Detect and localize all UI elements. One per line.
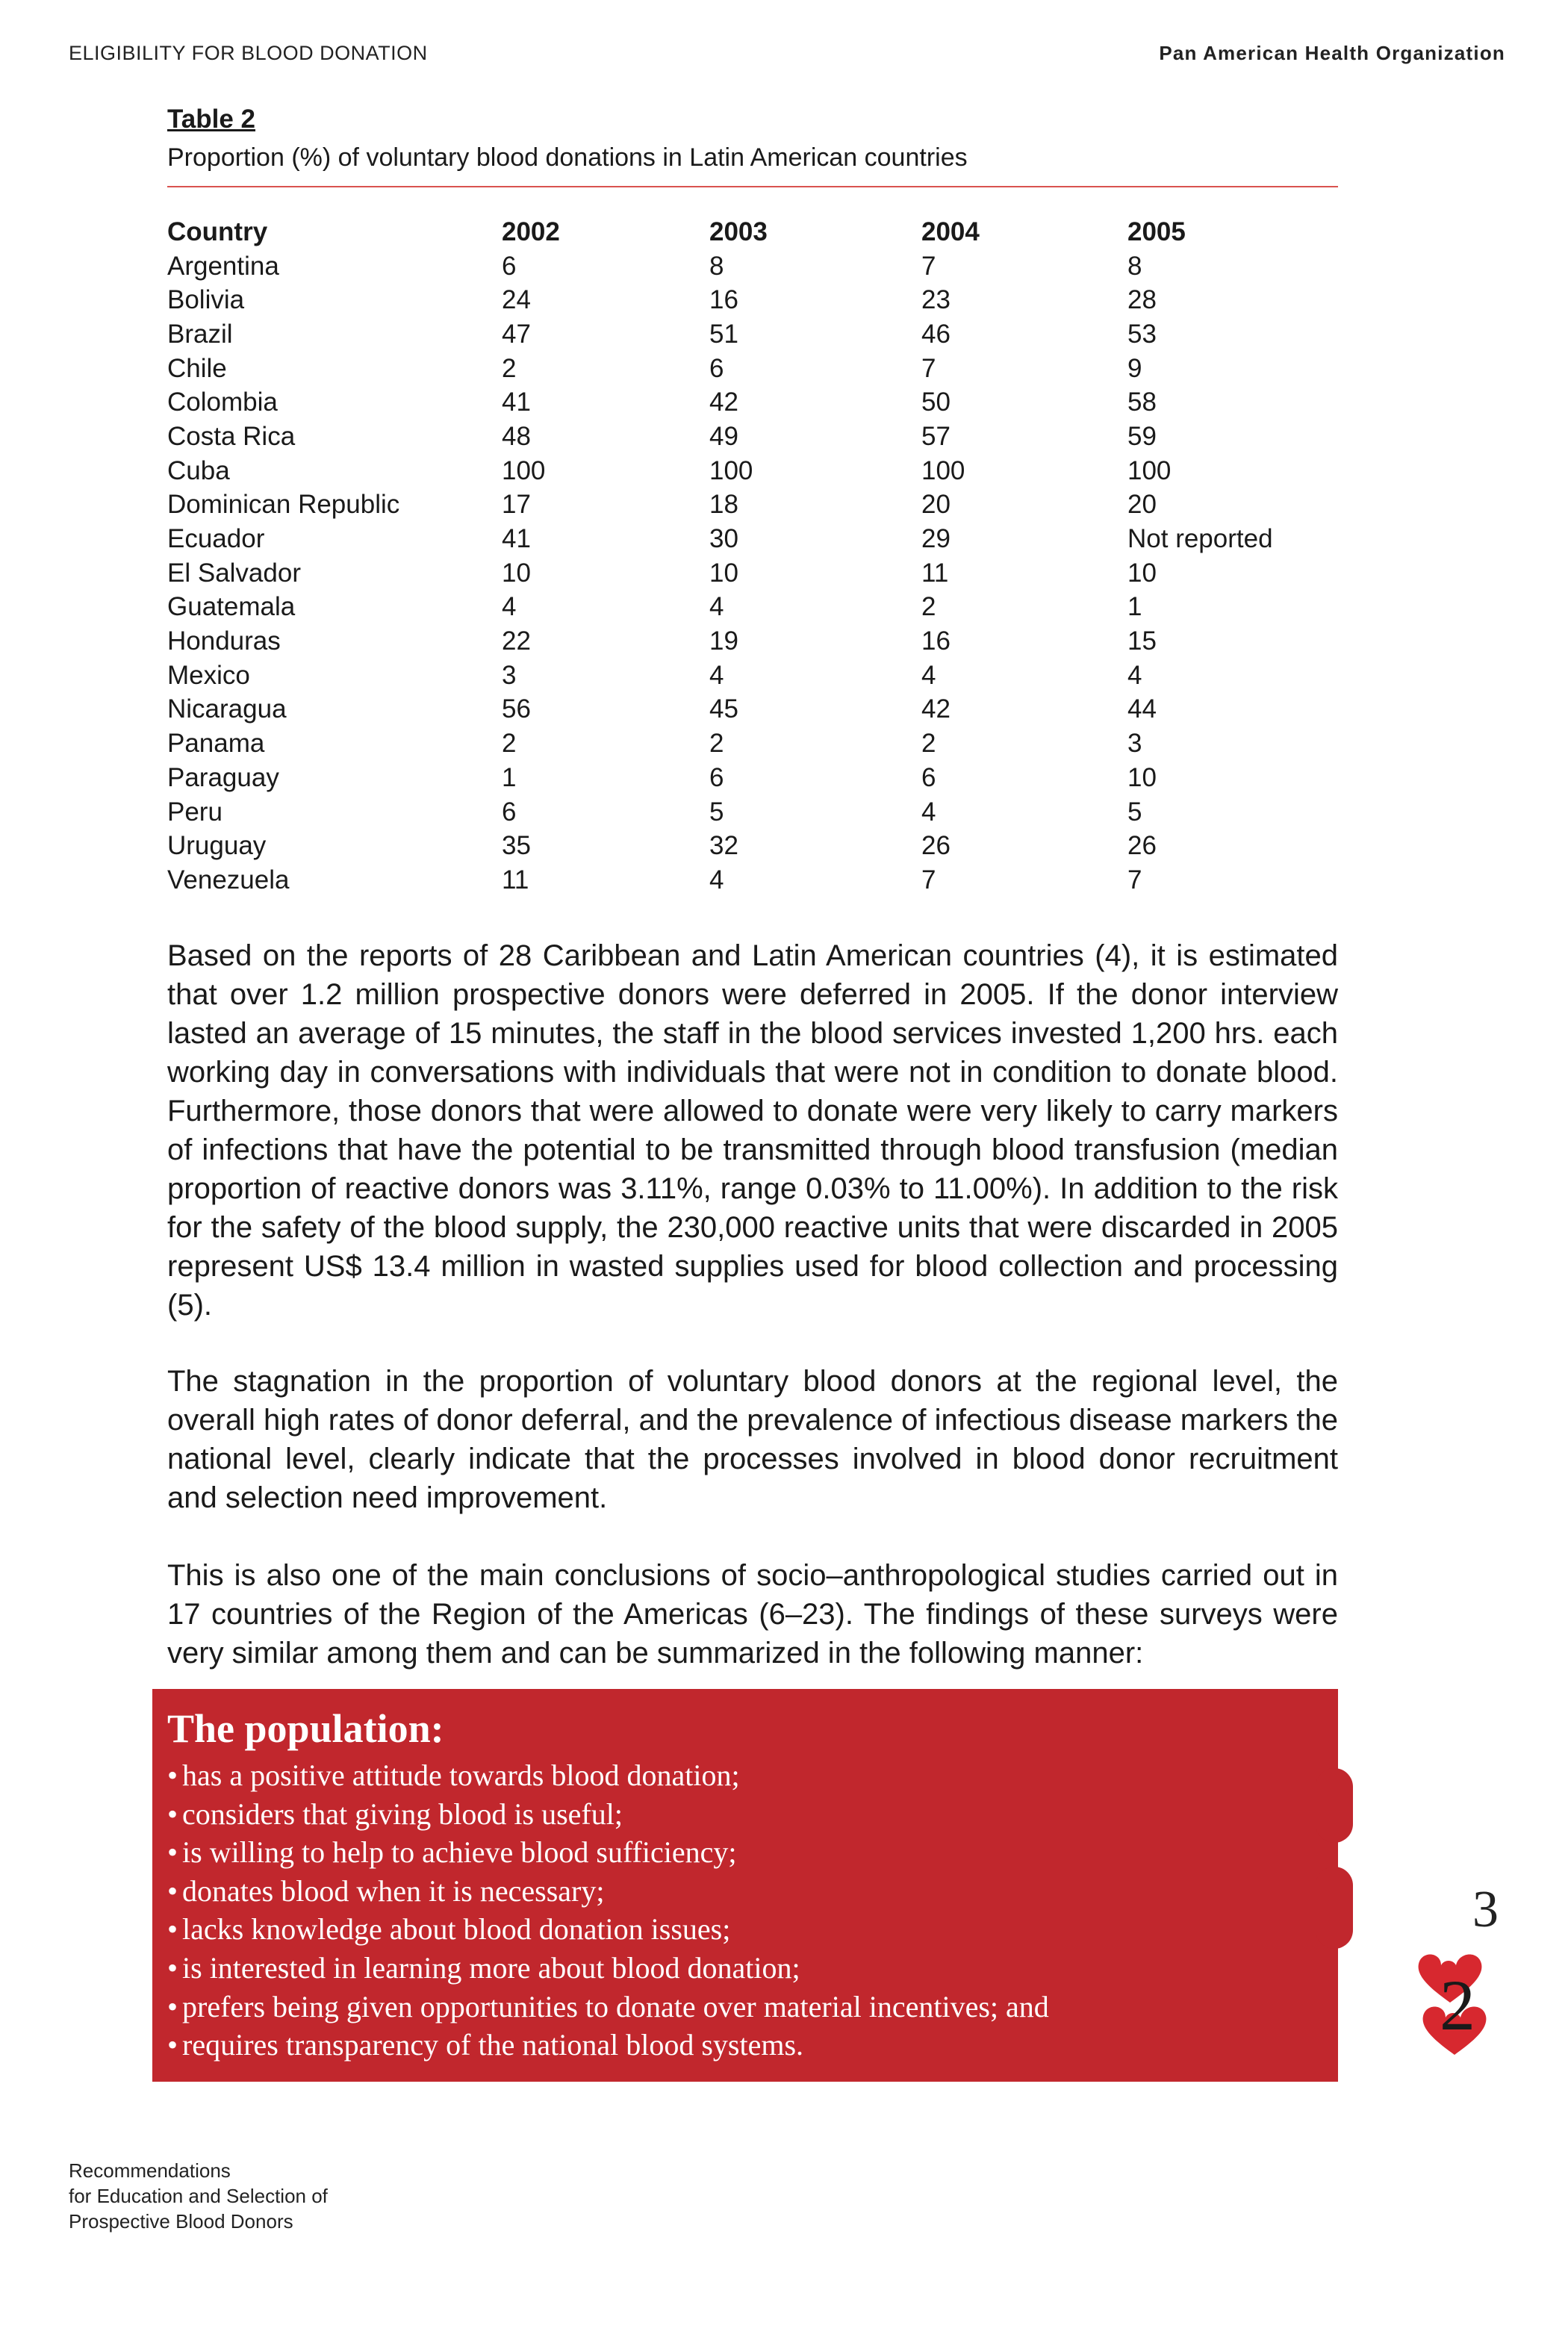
callout-item-text: considers that giving blood is useful; bbox=[182, 1796, 623, 1831]
column-header-2002: 2002 bbox=[502, 217, 560, 246]
table-cell-value: 2 bbox=[502, 729, 517, 759]
table-cell-value: 47 bbox=[502, 319, 531, 349]
table-cell-value: 11 bbox=[502, 865, 529, 895]
table-row bbox=[167, 522, 1351, 556]
table-cell-country: Guatemala bbox=[167, 592, 296, 622]
table-cell-value: 56 bbox=[502, 694, 531, 724]
table-row bbox=[167, 420, 1351, 454]
table-cell-value: 5 bbox=[709, 797, 724, 827]
paragraph-stagnation: The stagnation in the proportion of voluntary blood donors at the regional level, the overall high rates of donor deferral, and the prevalence of infectious disease markers the national level, clearly indicate that the processes involved in blood donor recruitment and selection need improvement. bbox=[167, 1365, 1338, 1514]
table-cell-value: 35 bbox=[502, 831, 531, 861]
table-row bbox=[167, 454, 1351, 488]
logo-numeral: 2 bbox=[1440, 1965, 1475, 2045]
table-cell-country: Cuba bbox=[167, 455, 230, 485]
column-header-2003: 2003 bbox=[709, 217, 768, 246]
table-cell-value: 4 bbox=[709, 592, 724, 622]
column-header-2005: 2005 bbox=[1127, 217, 1186, 246]
table-cell-value: Not reported bbox=[1127, 524, 1273, 554]
table-cell-value: 3 bbox=[1127, 729, 1142, 759]
table-cell-country: Argentina bbox=[167, 251, 279, 281]
table-cell-value: 4 bbox=[502, 592, 517, 622]
callout-list bbox=[167, 1756, 1323, 2065]
table-cell-value: 100 bbox=[921, 455, 965, 485]
table-cell-value: 51 bbox=[709, 319, 738, 349]
table-row bbox=[167, 249, 1351, 284]
table-cell-value: 17 bbox=[502, 490, 531, 520]
table-cell-value: 4 bbox=[921, 660, 936, 690]
table-cell-value: 57 bbox=[921, 421, 951, 451]
table-row bbox=[167, 317, 1351, 352]
table-cell-country: Venezuela bbox=[167, 865, 290, 895]
table-cell-value: 6 bbox=[921, 762, 936, 792]
table-cell-value: 58 bbox=[1127, 388, 1157, 417]
table-cell-value: 42 bbox=[921, 694, 951, 724]
bullet-icon: • bbox=[167, 1989, 178, 2023]
table-cell-value: 18 bbox=[709, 490, 738, 520]
table-body bbox=[167, 249, 1351, 897]
callout-list-item bbox=[167, 1949, 1323, 1988]
table-cell-value: 8 bbox=[1127, 251, 1142, 281]
side-decoration-lower bbox=[1316, 1867, 1353, 1949]
table-cell-value: 2 bbox=[709, 729, 724, 759]
table-cell-value: 100 bbox=[1127, 455, 1172, 485]
callout-list-item bbox=[167, 1988, 1323, 2026]
table-row bbox=[167, 727, 1351, 761]
bullet-icon: • bbox=[167, 1950, 178, 1985]
table-row bbox=[167, 693, 1351, 727]
footer-line-2: for Education and Selection of bbox=[69, 2185, 328, 2207]
table-cell-value: 23 bbox=[921, 285, 951, 315]
table-cell-value: 10 bbox=[709, 558, 738, 588]
table-row bbox=[167, 556, 1351, 591]
table-cell-value: 32 bbox=[709, 831, 738, 861]
table-cell-value: 2 bbox=[921, 592, 936, 622]
table-cell-value: 53 bbox=[1127, 319, 1157, 349]
table-row bbox=[167, 795, 1351, 830]
table-cell-country: Costa Rica bbox=[167, 421, 296, 451]
table-cell-value: 2 bbox=[502, 353, 517, 383]
table-cell-value: 6 bbox=[709, 353, 724, 383]
table-cell-country: Dominican Republic bbox=[167, 490, 400, 520]
table-cell-value: 46 bbox=[921, 319, 951, 349]
table-cell-value: 26 bbox=[1127, 831, 1157, 861]
table-cell-value: 15 bbox=[1127, 626, 1157, 656]
table-cell-value: 10 bbox=[1127, 558, 1157, 588]
table-row bbox=[167, 591, 1351, 625]
hearts-logo-icon bbox=[1411, 1949, 1508, 2068]
table-cell-value: 24 bbox=[502, 285, 531, 315]
table-cell-value: 20 bbox=[1127, 490, 1157, 520]
table-cell-value: 22 bbox=[502, 626, 531, 656]
table-cell-value: 10 bbox=[502, 558, 531, 588]
table-cell-value: 49 bbox=[709, 421, 738, 451]
donation-table bbox=[167, 215, 1351, 897]
table-cell-value: 100 bbox=[709, 455, 753, 485]
table-cell-value: 41 bbox=[502, 388, 531, 417]
table-cell-value: 19 bbox=[709, 626, 738, 656]
bullet-icon: • bbox=[167, 1758, 178, 1792]
table-cell-value: 7 bbox=[921, 865, 936, 895]
page-number: 3 bbox=[1472, 1881, 1499, 1938]
population-callout bbox=[152, 1689, 1338, 2082]
table-cell-country: Chile bbox=[167, 353, 227, 383]
callout-list-item bbox=[167, 1910, 1323, 1949]
running-header-title: ELIGIBILITY FOR BLOOD DONATION bbox=[69, 42, 428, 64]
callout-item-text: lacks knowledge about blood donation issues; bbox=[182, 1912, 731, 1947]
callout-list-item bbox=[167, 1833, 1323, 1872]
table-cell-country: Mexico bbox=[167, 660, 250, 690]
table-cell-country: Uruguay bbox=[167, 831, 267, 861]
column-header-country: Country bbox=[167, 217, 268, 246]
table-row bbox=[167, 659, 1351, 693]
table-cell-value: 50 bbox=[921, 388, 951, 417]
table-cell-value: 41 bbox=[502, 524, 531, 554]
table-cell-value: 4 bbox=[1127, 660, 1142, 690]
table-row bbox=[167, 863, 1351, 897]
table-divider bbox=[167, 186, 1338, 187]
table-cell-country: Panama bbox=[167, 729, 265, 759]
paragraph-conclusions: This is also one of the main conclusions of socio–anthropological studies carried out in 17 countries of the Region of the Americas (6–23). The findings of these surveys were very similar among them and can be summarized in the following manner: bbox=[167, 1559, 1338, 1670]
callout-item-text: is interested in learning more about blood donation; bbox=[182, 1950, 800, 1985]
table-cell-value: 16 bbox=[921, 626, 951, 656]
table-cell-value: 30 bbox=[709, 524, 738, 554]
table-row bbox=[167, 352, 1351, 386]
bullet-icon: • bbox=[167, 1835, 178, 1870]
footer-line-3: Prospective Blood Donors bbox=[69, 2210, 293, 2233]
table-caption: Proportion (%) of voluntary blood donations in Latin American countries bbox=[167, 143, 968, 172]
footer-line-1: Recommendations bbox=[69, 2159, 231, 2182]
table-cell-country: El Salvador bbox=[167, 558, 301, 588]
table-cell-value: 7 bbox=[1127, 865, 1142, 895]
table-cell-country: Bolivia bbox=[167, 285, 245, 315]
table-cell-value: 4 bbox=[709, 660, 724, 690]
table-label: Table 2 bbox=[167, 105, 256, 134]
table-header-row bbox=[167, 215, 1351, 249]
table-cell-value: 7 bbox=[921, 353, 936, 383]
table-cell-value: 7 bbox=[921, 251, 936, 281]
bullet-icon: • bbox=[167, 1912, 178, 1947]
table-cell-value: 28 bbox=[1127, 285, 1157, 315]
table-cell-value: 6 bbox=[502, 797, 517, 827]
running-header-organization: Pan American Health Organization bbox=[1159, 42, 1505, 64]
table-row bbox=[167, 488, 1351, 523]
table-cell-value: 3 bbox=[502, 660, 517, 690]
table-row bbox=[167, 283, 1351, 317]
callout-item-text: has a positive attitude towards blood donation; bbox=[182, 1758, 740, 1792]
table-cell-value: 26 bbox=[921, 831, 951, 861]
table-cell-country: Paraguay bbox=[167, 762, 279, 792]
table-cell-value: 8 bbox=[709, 251, 724, 281]
table-cell-value: 100 bbox=[502, 455, 546, 485]
table-cell-country: Peru bbox=[167, 797, 223, 827]
callout-list-item bbox=[167, 2026, 1323, 2065]
table-cell-value: 16 bbox=[709, 285, 738, 315]
callout-item-text: is willing to help to achieve blood sufficiency; bbox=[182, 1835, 737, 1870]
bullet-icon: • bbox=[167, 1873, 178, 1908]
bullet-icon: • bbox=[167, 2028, 178, 2062]
table-cell-value: 4 bbox=[921, 797, 936, 827]
table-cell-value: 4 bbox=[709, 865, 724, 895]
callout-item-text: requires transparency of the national blood systems. bbox=[182, 2028, 804, 2062]
table-cell-value: 6 bbox=[502, 251, 517, 281]
table-cell-value: 1 bbox=[1127, 592, 1142, 622]
table-cell-value: 48 bbox=[502, 421, 531, 451]
table-cell-value: 59 bbox=[1127, 421, 1157, 451]
table-cell-value: 20 bbox=[921, 490, 951, 520]
table-cell-country: Ecuador bbox=[167, 524, 265, 554]
table-row bbox=[167, 761, 1351, 795]
column-header-2004: 2004 bbox=[921, 217, 980, 246]
table-row bbox=[167, 829, 1351, 863]
table-cell-value: 6 bbox=[709, 762, 724, 792]
callout-item-text: donates blood when it is necessary; bbox=[182, 1873, 605, 1908]
callout-list-item bbox=[167, 1872, 1323, 1911]
bullet-icon: • bbox=[167, 1796, 178, 1831]
paragraph-deferral: Based on the reports of 28 Caribbean and Latin American countries (4), it is estimated that over 1.2 million prospective donors were deferred in 2005. If the donor interview lasted an average of 15 minutes, the staff in the blood services invested 1,200 hrs. each working day in conversations with individuals that were not in condition to donate blood. Furthermore, those donors that were allowed to donate were very likely to carry markers of infections that have the potential to be transmitted through blood transfusion (median proportion of reactive donors was 3.11%, range 0.03% to 11.00%). In addition to the risk for the safety of the blood supply, the 230,000 reactive units that were discarded in 2005 represent US$ 13.4 million in wasted supplies used for blood collection and processing (5). bbox=[167, 939, 1338, 1322]
table-cell-value: 5 bbox=[1127, 797, 1142, 827]
table-cell-country: Honduras bbox=[167, 626, 281, 656]
table-cell-country: Brazil bbox=[167, 319, 233, 349]
table-cell-value: 10 bbox=[1127, 762, 1157, 792]
table-row bbox=[167, 624, 1351, 659]
callout-item-text: prefers being given opportunities to donate over material incentives; and bbox=[182, 1989, 1049, 2023]
table-cell-value: 45 bbox=[709, 694, 738, 724]
table-cell-value: 29 bbox=[921, 524, 951, 554]
table-cell-country: Nicaragua bbox=[167, 694, 287, 724]
table-cell-value: 9 bbox=[1127, 353, 1142, 383]
side-decoration-upper bbox=[1316, 1768, 1353, 1843]
table-cell-value: 42 bbox=[709, 388, 738, 417]
table-cell-value: 11 bbox=[921, 558, 949, 588]
table-cell-value: 44 bbox=[1127, 694, 1157, 724]
table-cell-value: 2 bbox=[921, 729, 936, 759]
table-cell-country: Colombia bbox=[167, 388, 278, 417]
table-row bbox=[167, 385, 1351, 420]
callout-list-item bbox=[167, 1795, 1323, 1834]
callout-title: The population: bbox=[167, 1706, 444, 1751]
callout-list-item bbox=[167, 1756, 1323, 1795]
footer-series-title bbox=[69, 2158, 328, 2234]
table-cell-value: 1 bbox=[502, 762, 517, 792]
